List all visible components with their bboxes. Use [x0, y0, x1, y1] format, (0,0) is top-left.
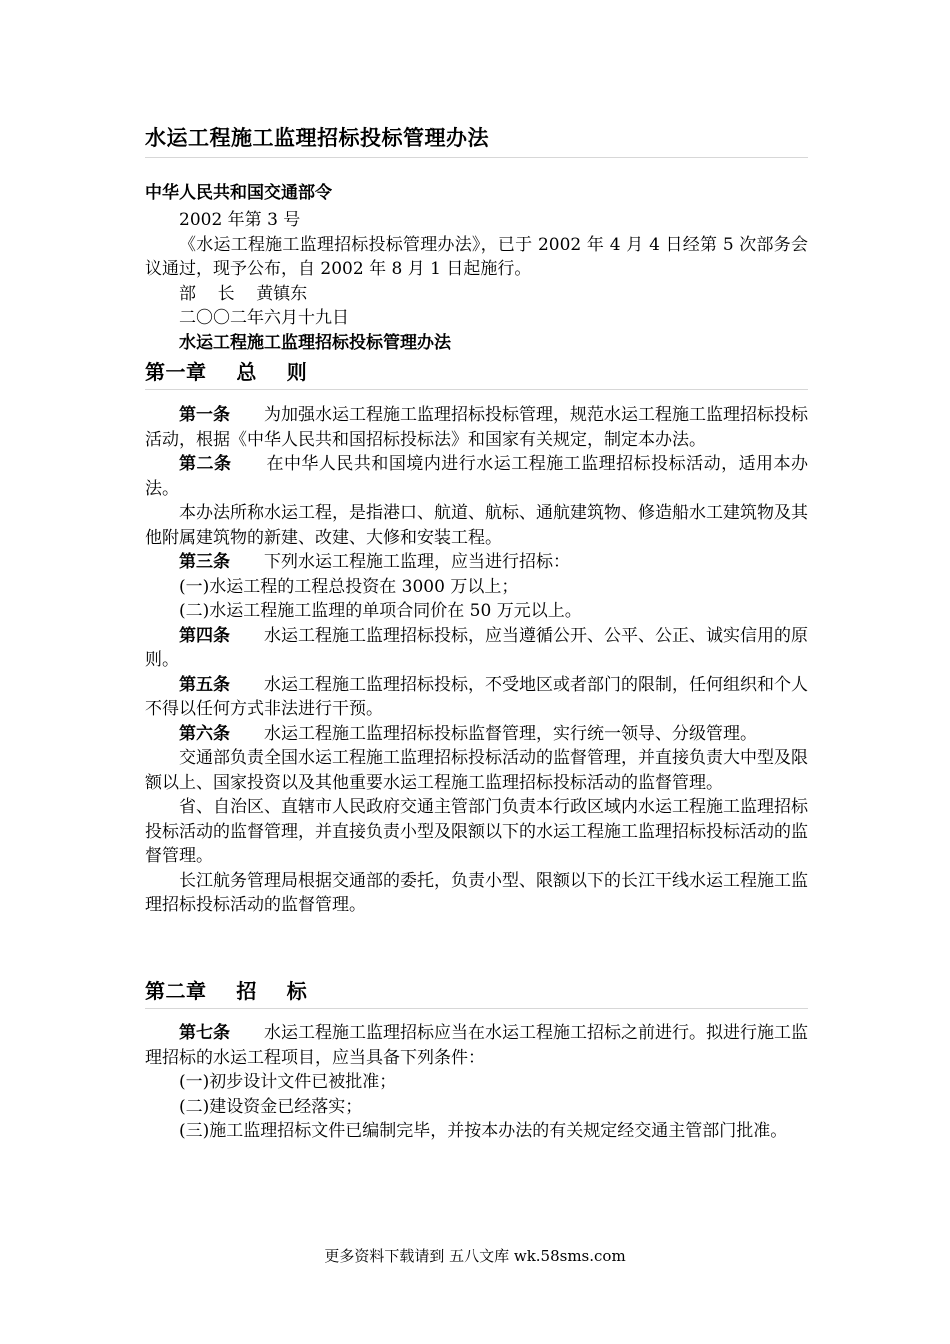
article-7-text: 水运工程施工监理招标应当在水运工程施工招标之前进行。拟进行施工监理招标的水运工程项目，应当具备下列条件： — [145, 1023, 808, 1068]
chapter-1-body — [145, 403, 808, 918]
chapter-2-body — [145, 1021, 808, 1144]
article-2-text: 在中华人民共和国境内进行水运工程施工监理招标投标活动，适用本办法。 — [145, 454, 809, 499]
article-5-text: 水运工程施工监理招标投标，不受地区或者部门的限制，任何组织和个人不得以任何方式非法进行干预。 — [145, 674, 808, 719]
article-1-text: 为加强水运工程施工监理招标投标管理，规范水运工程施工监理招标投标活动，根据《中华人民共和国招标投标法》和国家有关规定，制定本办法。 — [145, 405, 808, 450]
article-2-paragraph-2: 本办法所称水运工程，是指港口、航道、航标、通航建筑物、修造船水工建筑物及其他附属建筑物的新建、改建、大修和安装工程。 — [145, 503, 808, 548]
order-number: 2002 年第 3 号 — [179, 210, 301, 230]
article-2 — [145, 452, 808, 501]
title-divider — [145, 157, 808, 158]
article-4 — [145, 624, 808, 673]
article-4-text: 水运工程施工监理招标投标，应当遵循公开、公平、公正、诚实信用的原则。 — [145, 625, 808, 670]
chapter-1-divider — [145, 389, 808, 390]
article-7-item-3: (三)施工监理招标文件已编制完毕，并按本办法的有关规定经交通主管部门批准。 — [179, 1121, 788, 1141]
article-5 — [145, 673, 808, 722]
document-subtitle: 水运工程施工监理招标投标管理办法 — [179, 332, 451, 353]
article-3-text: 下列水运工程施工监理，应当进行招标： — [264, 552, 570, 572]
article-3-item-2: (二)水运工程施工监理的单项合同价在 50 万元以上。 — [179, 601, 582, 621]
preamble-paragraph: 《水运工程施工监理招标投标管理办法》，已于 2002 年 4 月 4 日经第 5 次部务会议通过，现予公布，自 2002 年 8 月 1 日起施行。 — [145, 234, 808, 279]
article-6-paragraph-4: 长江航务管理局根据交通部的委托，负责小型、限额以下的长江干线水运工程施工监理招标投标活动的监督管理。 — [145, 870, 808, 915]
article-3-item-1: (一)水运工程的工程总投资在 3000 万以上； — [179, 576, 519, 597]
article-1-label: 第一条 — [179, 405, 230, 425]
article-7-item-1: (一)初步设计文件已被批准； — [179, 1072, 397, 1092]
article-2-label: 第二条 — [179, 454, 232, 474]
article-3 — [145, 550, 808, 575]
article-5-label: 第五条 — [179, 674, 230, 695]
article-7-label: 第七条 — [179, 1023, 230, 1043]
article-6-text: 水运工程施工监理招标投标监督管理，实行统一领导、分级管理。 — [264, 723, 757, 744]
chapter-1-title: 第一章 总 则 — [145, 360, 308, 384]
article-3-label: 第三条 — [179, 552, 230, 572]
article-6 — [145, 722, 808, 747]
document-title: 水运工程施工监理招标投标管理办法 — [145, 125, 489, 150]
order-title: 中华人民共和国交通部令 — [145, 183, 332, 203]
article-6-label: 第六条 — [179, 723, 230, 744]
chapter-2-divider — [145, 1008, 808, 1009]
article-7-item-2: (二)建设资金已经落实； — [179, 1096, 363, 1117]
footer-download-note: 更多资料下载请到 五八文库 wk.58sms.com — [324, 1247, 626, 1265]
issue-date: 二〇〇二年六月十九日 — [179, 308, 349, 328]
article-7 — [145, 1021, 808, 1070]
chapter-2-title: 第二章 招 标 — [145, 979, 308, 1003]
minister-signature: 部 长 黄镇东 — [179, 283, 308, 304]
article-1 — [145, 403, 808, 452]
preamble-block — [145, 208, 808, 355]
article-6-paragraph-2: 交通部负责全国水运工程施工监理招标投标活动的监督管理，并直接负责大中型及限额以上、国家投资以及其他重要水运工程施工监理招标投标活动的监督管理。 — [145, 748, 808, 793]
article-6-paragraph-3: 省、自治区、直辖市人民政府交通主管部门负责本行政区域内水运工程施工监理招标投标活动的监督管理，并直接负责小型及限额以下的水运工程施工监理招标投标活动的监督管理。 — [145, 797, 808, 866]
article-4-label: 第四条 — [179, 625, 230, 646]
